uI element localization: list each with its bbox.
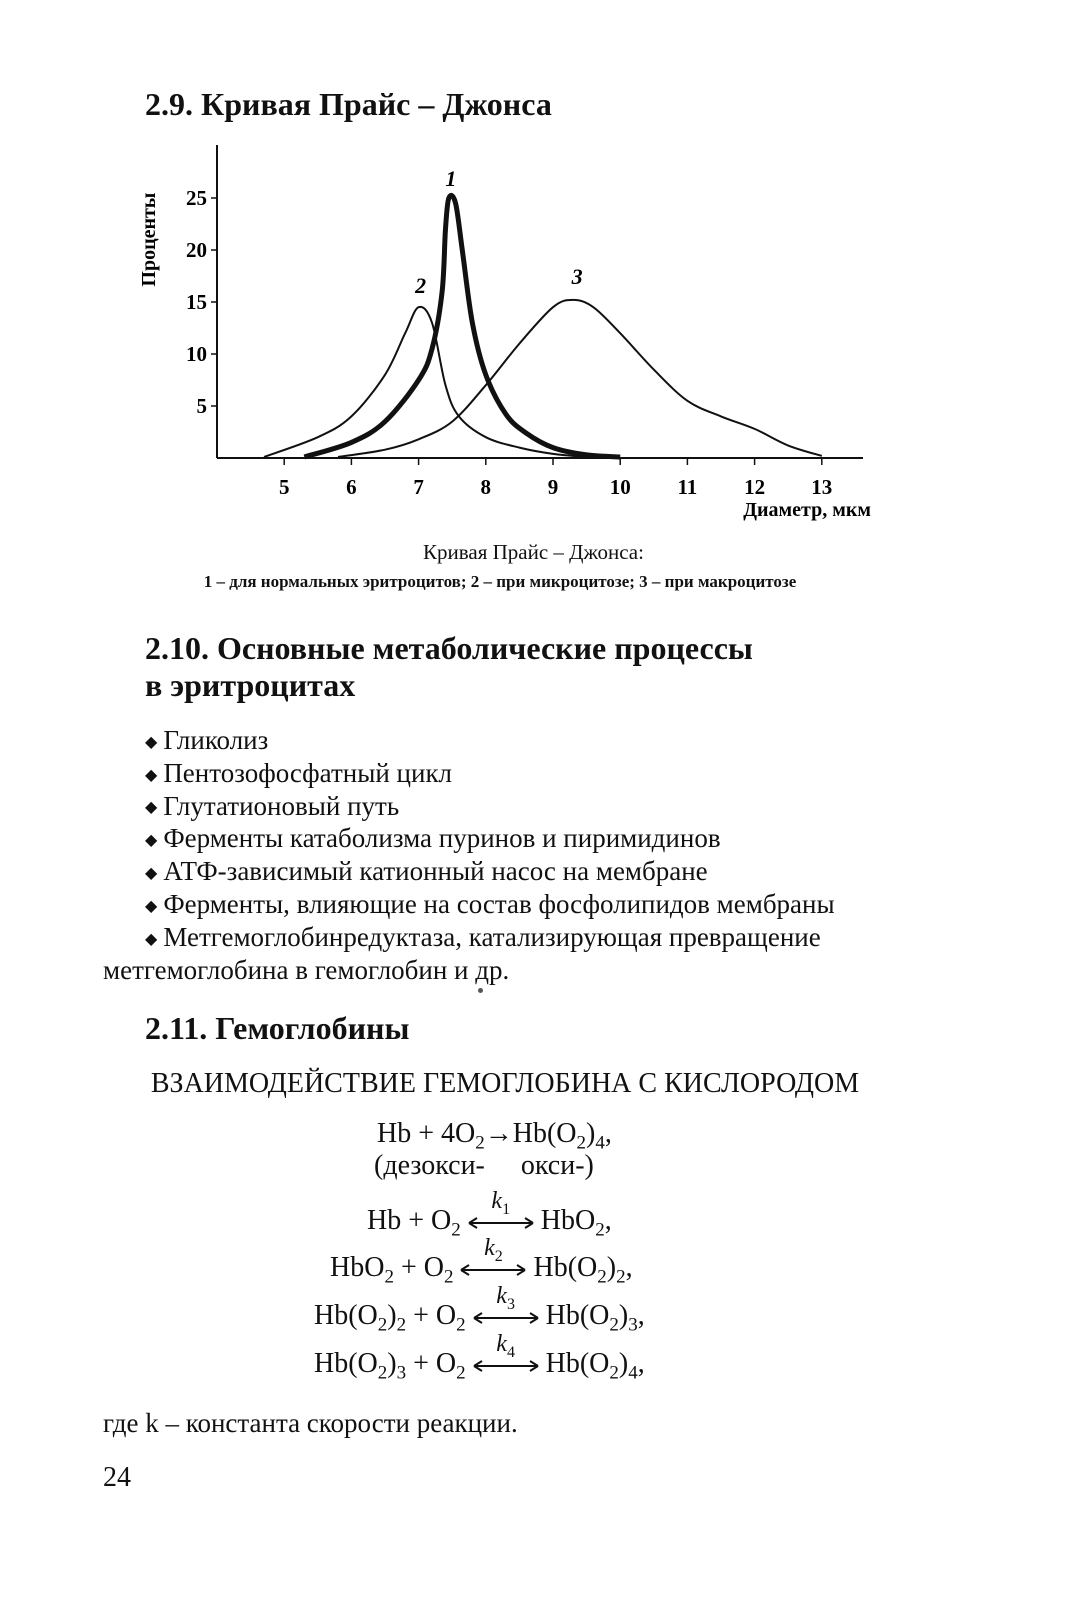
section-title-2-10-line2: в эритроцитах [145, 667, 356, 703]
section-title-2-11: 2.11. Гемоглобины [145, 1010, 410, 1046]
x-tick-label: 10 [609, 475, 631, 499]
reversible-arrow-icon: $k_1$ [463, 1210, 539, 1236]
series-label-3: 3 [571, 263, 583, 289]
x-tick-label: 8 [480, 475, 492, 499]
y-tick-label: 5 [196, 394, 207, 418]
equation-overall-labels: (дезокси- окси-) [374, 1150, 594, 1181]
figure-caption-title: Кривая Прайс – Джонса: [423, 540, 644, 564]
list-item: ◆ Ферменты, влияющие на состав фосфолипидов мембраны [145, 888, 835, 919]
metabolic-process-list [103, 725, 835, 985]
list-item: ◆ Гликолиз [145, 725, 269, 755]
series-label-2: 2 [415, 273, 427, 299]
series-line-2 [264, 307, 587, 457]
x-tick-label: 13 [811, 475, 833, 499]
list-item: ◆ Ферменты катаболизма пуринов и пиримидинов [145, 823, 721, 854]
x-tick-label: 6 [346, 475, 357, 499]
diamond-bullet-icon: ◆ [145, 733, 158, 751]
chart-series [264, 195, 822, 457]
equation-step-4: $Hb(O_2)_3 + O_2$ $k_4$ $Hb(O_2)_4$, [314, 1330, 645, 1384]
series-line-1 [304, 195, 620, 457]
figure-caption-legend: 1 – для нормальных эритроцитов; 2 – при микроцитозе; 3 – при макроцитозе [203, 572, 797, 591]
series-label-1: 1 [445, 166, 457, 191]
chart-axes [217, 145, 863, 458]
section-title-2-9: 2.9. Кривая Прайс – Джонса [145, 86, 552, 122]
reversible-arrow-icon: $k_4$ [468, 1353, 544, 1379]
x-tick-label: 12 [744, 475, 766, 499]
equation-step-3: $Hb(O_2)_2 + O_2$ $k_3$ $Hb(O_2)_3$, [314, 1282, 645, 1336]
equation-overall: $Hb + 4O_2\to Hb(O_2)_4$, [377, 1118, 612, 1154]
y-tick-label: 10 [186, 342, 207, 366]
page-number: 24 [103, 1462, 131, 1493]
print-speck [478, 988, 483, 993]
reversible-arrow-icon: $k_2$ [455, 1257, 531, 1283]
x-axis-title: Диаметр, мкм [743, 499, 871, 521]
y-tick-label: 15 [186, 290, 207, 314]
chart-ticks [186, 186, 832, 499]
diamond-bullet-icon: ◆ [145, 930, 158, 948]
diamond-bullet-icon: ◆ [145, 832, 158, 850]
x-tick-label: 7 [413, 475, 424, 499]
y-axis-title: Проценты [138, 192, 160, 287]
x-tick-label: 11 [677, 475, 698, 499]
list-item: ◆ Метгемоглобинредуктаза, катализирующая превращение [145, 921, 821, 952]
diamond-bullet-icon: ◆ [145, 766, 158, 784]
list-item: ◆ Пентозофосфатный цикл [145, 757, 453, 788]
list-item: ◆ АТФ-зависимый катионный насос на мембране [145, 856, 708, 887]
diamond-bullet-icon: ◆ [145, 897, 158, 915]
rate-constant-note: где k – константа скорости реакции. [103, 1408, 518, 1438]
equation-step-1: $Hb + O_2$ $k_1$ HbO$_2$, [367, 1187, 612, 1241]
reversible-arrow-icon: $k_3$ [468, 1305, 544, 1331]
x-tick-label: 5 [278, 475, 290, 499]
chart-labels [138, 166, 871, 521]
y-tick-label: 25 [186, 186, 207, 210]
x-tick-label: 9 [547, 475, 559, 499]
list-item: ◆ Глутатионовый путь [145, 790, 400, 821]
price-jones-chart [135, 140, 895, 530]
y-tick-label: 20 [186, 238, 207, 262]
diamond-bullet-icon: ◆ [145, 864, 158, 882]
diamond-bullet-icon: ◆ [145, 799, 158, 817]
hemoglobin-oxygen-heading: ВЗАИМОДЕЙСТВИЕ ГЕМОГЛОБИНА С КИСЛОРОДОМ [150, 1068, 860, 1099]
equation-step-2: $HbO_2 + O_2$ $k_2$ $Hb(O_2)_2$, [330, 1234, 633, 1288]
list-item-continuation: метгемоглобина в гемоглобин и др. [103, 954, 510, 985]
section-title-2-10-line1: 2.10. Основные метаболические процессы [145, 630, 753, 666]
